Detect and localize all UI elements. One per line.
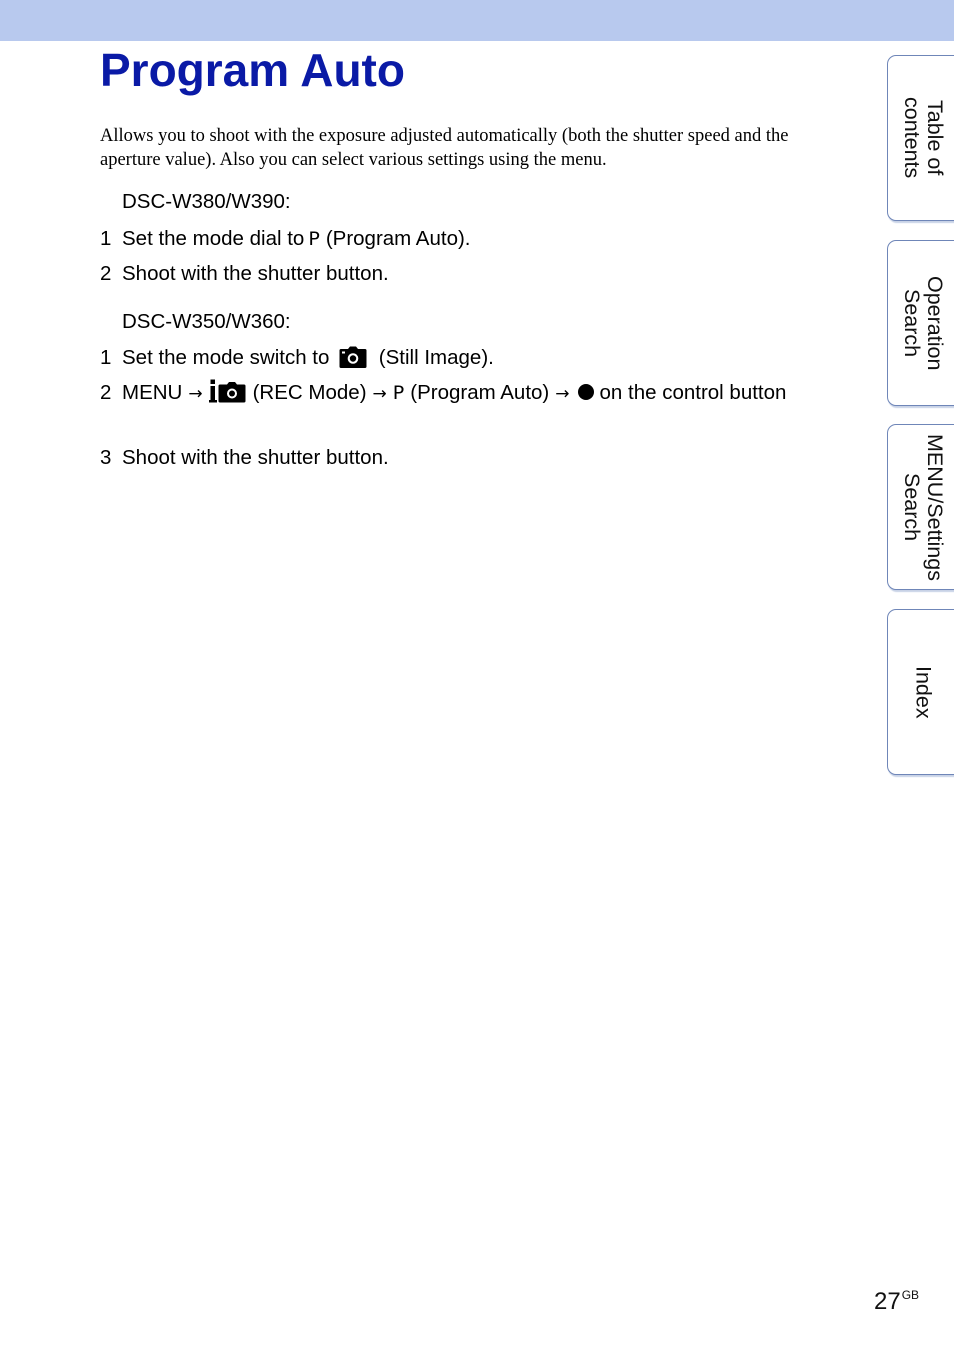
program-auto-icon: P bbox=[308, 228, 320, 250]
arrow-icon: → bbox=[372, 384, 387, 404]
top-color-band bbox=[0, 0, 954, 41]
tab-menu-settings-search[interactable] bbox=[887, 424, 954, 590]
arrow-icon: → bbox=[555, 384, 570, 404]
tab-label: Table of contents bbox=[900, 97, 947, 179]
page-title: Program Auto bbox=[100, 44, 405, 96]
tab-index[interactable] bbox=[887, 609, 954, 775]
model-heading-w380: DSC-W380/W390: bbox=[122, 190, 291, 213]
step-number: 3 bbox=[100, 446, 112, 469]
tab-label: MENU/Settings Search bbox=[900, 433, 947, 581]
page-number-value: 27 bbox=[874, 1288, 901, 1315]
tab-table-of-contents[interactable] bbox=[887, 55, 954, 221]
intro-paragraph: Allows you to shoot with the exposure adjusted automatically (both the shutter speed and the aperture value). Also you can select various settings using the menu. bbox=[100, 126, 789, 170]
step-number: 1 bbox=[100, 346, 112, 369]
camera-icon bbox=[339, 346, 367, 376]
page-suffix: GB bbox=[901, 1288, 920, 1302]
step-text: Shoot with the shutter button. bbox=[122, 262, 389, 285]
step-text: Set the mode dial to bbox=[122, 227, 305, 250]
program-auto-icon: P bbox=[392, 382, 405, 404]
step-text-suffix: (Still Image). bbox=[378, 346, 494, 369]
intelligent-auto-icon bbox=[209, 379, 247, 411]
step-text: Shoot with the shutter button. bbox=[122, 446, 389, 469]
menu-label: MENU bbox=[122, 381, 183, 404]
step-number: 2 bbox=[100, 381, 112, 404]
tab-label: Operation Search bbox=[900, 275, 947, 371]
step-text-suffix: (Program Auto). bbox=[325, 227, 471, 250]
center-button-icon bbox=[578, 384, 594, 400]
rec-mode-text: (REC Mode) bbox=[252, 381, 367, 404]
step-number: 2 bbox=[100, 262, 112, 285]
model-heading-w350: DSC-W350/W360: bbox=[122, 310, 291, 333]
step-text: Set the mode switch to bbox=[122, 346, 330, 369]
step-number: 1 bbox=[100, 227, 112, 250]
arrow-icon: → bbox=[188, 384, 203, 404]
tab-label: Index bbox=[911, 665, 936, 719]
page-number bbox=[874, 1288, 919, 1316]
control-button-text: on the control button bbox=[599, 381, 787, 404]
tab-operation-search[interactable] bbox=[887, 240, 954, 406]
program-auto-text: (Program Auto) bbox=[410, 381, 550, 404]
